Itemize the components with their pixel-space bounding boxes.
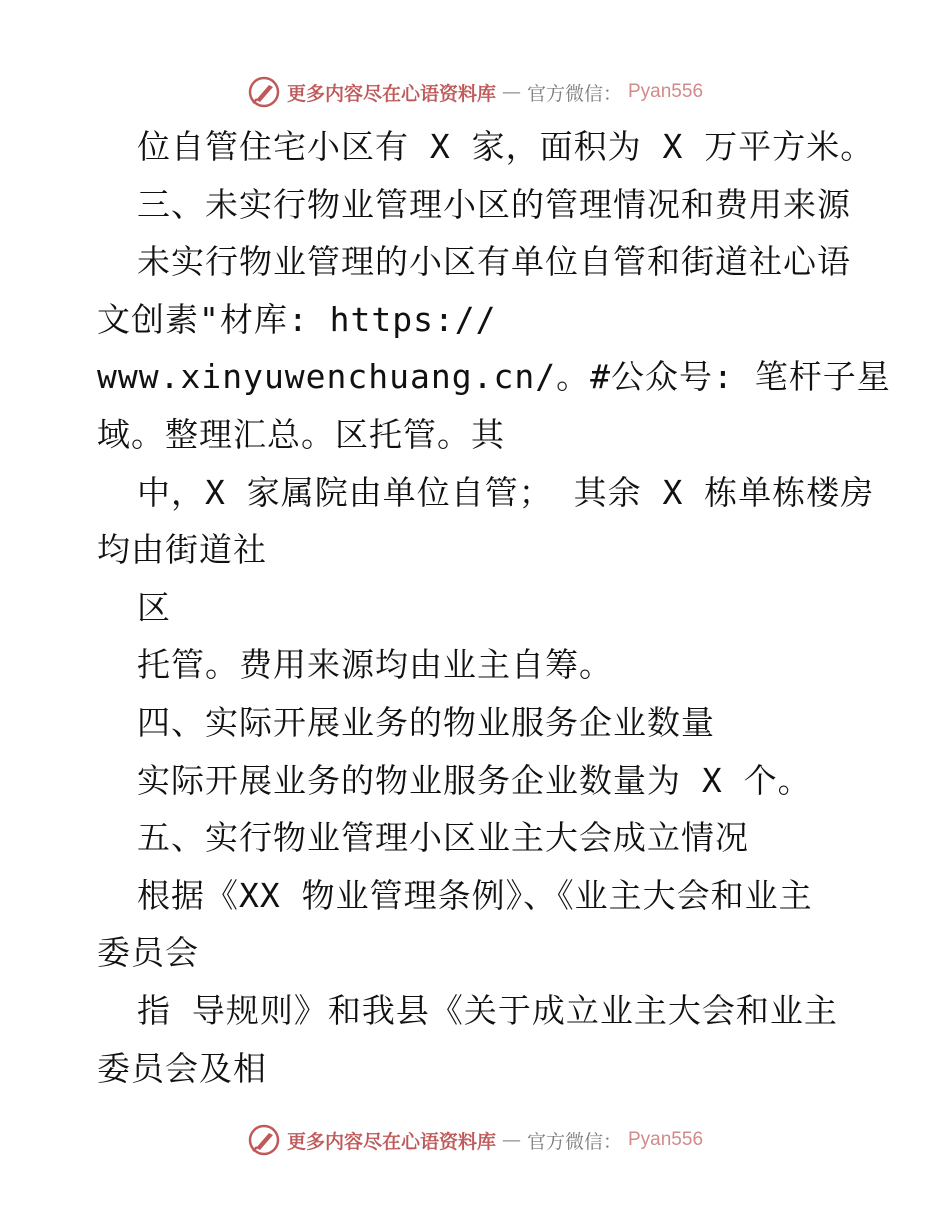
watermark-separator: — <box>501 1129 521 1151</box>
text-line: 位自管住宅小区有 X 家，面积为 X 万平方米。 <box>137 127 875 166</box>
text-line: 委员会 <box>97 933 199 973</box>
watermark-brand-text: 更多内容尽在心语资料库 <box>286 1130 496 1153</box>
watermark-separator: — <box>501 81 521 103</box>
section-heading-5: 五、实行物业管理小区业主大会成立情况 <box>137 818 749 858</box>
text-line: 未实行物业管理的小区有单位自管和街道社心语 <box>137 242 851 282</box>
text-line: 文创素"材库: https:// <box>97 299 497 339</box>
watermark-wechat-id: Pyan556 <box>628 81 704 102</box>
text-line: 委员会及相 <box>97 1048 267 1088</box>
feather-pen-logo-icon <box>247 1123 281 1157</box>
text-line: 根据《XX 物业管理条例》、《业主大会和业主 <box>137 875 813 915</box>
text-line: 托管。费用来源均由业主自筹。 <box>137 645 613 685</box>
feather-pen-logo-icon <box>247 75 281 109</box>
footer-watermark <box>0 1118 950 1162</box>
document-body <box>97 118 891 1097</box>
watermark-brand-text: 更多内容尽在心语资料库 <box>286 82 496 105</box>
section-heading-4: 四、实际开展业务的物业服务企业数量 <box>137 702 715 742</box>
watermark-wechat-id: Pyan556 <box>628 1129 704 1150</box>
text-line: 均由街道社 <box>97 530 267 570</box>
text-line: 中，X 家属院由单位自管； 其余 X 栋单栋楼房 <box>137 472 875 512</box>
section-heading-3: 三、未实行物业管理小区的管理情况和费用来源 <box>137 184 851 224</box>
text-line: 实际开展业务的物业服务企业数量为 X 个。 <box>137 760 812 800</box>
header-watermark <box>0 70 950 114</box>
watermark-wechat-label: 官方微信： <box>526 82 622 105</box>
watermark-wechat-label: 官方微信： <box>526 1130 622 1153</box>
text-line: 区 <box>137 587 171 627</box>
text-line: www.xinyuwenchuang.cn/。#公众号: 笔杆子星 <box>97 357 891 397</box>
text-line: 域。整理汇总。区托管。其 <box>97 414 505 454</box>
text-line: 指 导规则》和我县《关于成立业主大会和业主 <box>137 990 838 1030</box>
